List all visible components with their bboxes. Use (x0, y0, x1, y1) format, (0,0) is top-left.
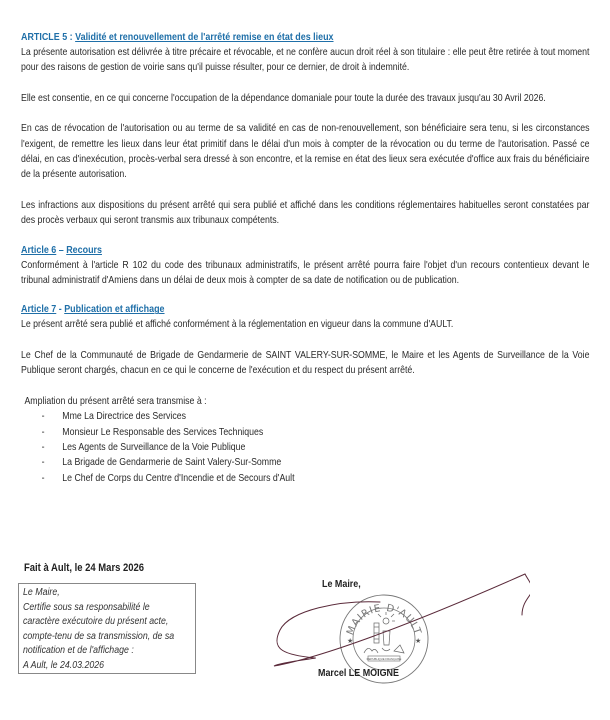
article-6-paragraph-1: Conformément à l'article R 102 du code des tribunaux administratifs, le présent arrêté pourra faire l'objet d'un recours contentieux devant le tribunal administratif d'Amiens dans un délai de deux mois à compter de sa date de notification ou de publication. (21, 259, 590, 287)
ampliation-section (21, 394, 593, 486)
article-5-paragraph-3: En cas de révocation de l'autorisation ou au terme de sa validité en cas de non-renouvellement, son bénéficiaire sera tenu, si les circonstances l'exigent, de remettre les lieux dans leur état primitif dans le délai d'un mois à compter de la révocation ou du terme de l'autorisation. Passé ce délai, en cas d'inexécution, procès-verbal sera dressé à son encontre, et la remise en état des lieux sera exécutée d'office aux frais du bénéficiaire de la présente autorisation. (21, 123, 590, 181)
list-dash: - (41, 426, 45, 438)
certification-line: Le Maire, (23, 587, 60, 598)
article-7-paragraph-1: Le présent arrêté sera publié et affiché conformément à la réglementation en vigueur dans la commune d'AULT. (21, 319, 454, 331)
certification-line: caractère exécutoire du présent acte, (23, 616, 169, 627)
star-icon: ★ (415, 638, 422, 645)
recipient-label: Les Agents de Surveillance de la Voie Publique (62, 441, 246, 453)
stamp-banner: REPUBLIQUE FRANÇAISE (366, 657, 402, 661)
recipient-item (24, 471, 592, 486)
certification-box (18, 583, 196, 674)
article-5-paragraph-1: La présente autorisation est délivrée à titre précaire et révocable, et ne confère aucun droit réel à son titulaire : elle peut être retirée à tout moment pour des raisons de gestion de voirie sans qu'il puisse résulter, pour ce dernier, de droit à indemnité. (21, 47, 590, 74)
article-6-separator: – (56, 244, 67, 256)
recipient-label: Mme La Directrice des Services (62, 411, 186, 423)
signatory-name: Marcel LE MOIGNE (318, 668, 399, 679)
certification-line: A Ault, le 24.03.2026 (23, 659, 105, 671)
recipient-label: Monsieur Le Responsable des Services Techniques (62, 426, 264, 438)
recipient-item (24, 425, 592, 440)
article-5-title: Validité et renouvellement de l'arrêté remise en état des lieux (75, 32, 334, 43)
recipient-item (24, 440, 592, 455)
star-icon: ★ (347, 638, 354, 645)
article-6-heading (21, 244, 510, 258)
article-6-title: Recours (66, 244, 102, 256)
stamp-text: MAIRIE D'AULT (345, 602, 423, 637)
recipient-label: Le Chef de Corps du Centre d'Incendie et de Secours d'Ault (62, 472, 295, 484)
document-body (21, 31, 590, 486)
article-5-heading (21, 31, 510, 45)
article-5-paragraph-2: Elle est consentie, en ce qui concerne l'occupation de la dépendance domaniale pour toute la durée des travaux jusqu'au 30 Avril 2026. (21, 92, 546, 104)
ampliation-intro: Ampliation du présent arrêté sera transmise à : (24, 395, 207, 407)
certification-line: compte-tenu de sa transmission, de sa (23, 630, 175, 642)
recipient-item (24, 409, 592, 424)
certification-line: notification et de l'affichage : (23, 645, 134, 656)
article-5-label: ARTICLE 5 : (21, 32, 76, 43)
recipient-item (24, 455, 592, 470)
certification-line: Certifie sous sa responsabilité le (23, 601, 150, 613)
list-dash: - (41, 441, 45, 453)
article-7-heading (21, 303, 510, 317)
recipient-label: La Brigade de Gendarmerie de Saint Valery-Sur-Somme (62, 457, 282, 469)
list-dash: - (41, 472, 45, 484)
signatory-title: Le Maire, (322, 579, 361, 590)
list-dash: - (41, 457, 45, 469)
article-7-paragraph-2: Le Chef de la Communauté de Brigade de Gendarmerie de SAINT VALERY-SUR-SOMME, le Maire et les Agents de Surveillance de la Voie Publique seront chargés, chacun en ce qui le concerne de l'exécution et du respect du présent arrêté. (21, 349, 590, 377)
signing-place-date: Fait à Ault, le 24 Mars 2026 (24, 562, 145, 574)
article-7-title: Publication et affichage (64, 304, 165, 316)
article-7-label: Article 7 (21, 304, 57, 316)
list-dash: - (41, 411, 45, 423)
article-6-label: Article 6 (21, 244, 57, 256)
article-5-paragraph-4: Les infractions aux dispositions du présent arrêté qui sera publié et affiché dans les conditions réglementaires habituelles seront constatées par des procès verbaux qui seront transmis aux tribunaux compétents. (21, 199, 590, 227)
recipient-list (24, 409, 592, 486)
article-7-separator: - (56, 304, 65, 316)
